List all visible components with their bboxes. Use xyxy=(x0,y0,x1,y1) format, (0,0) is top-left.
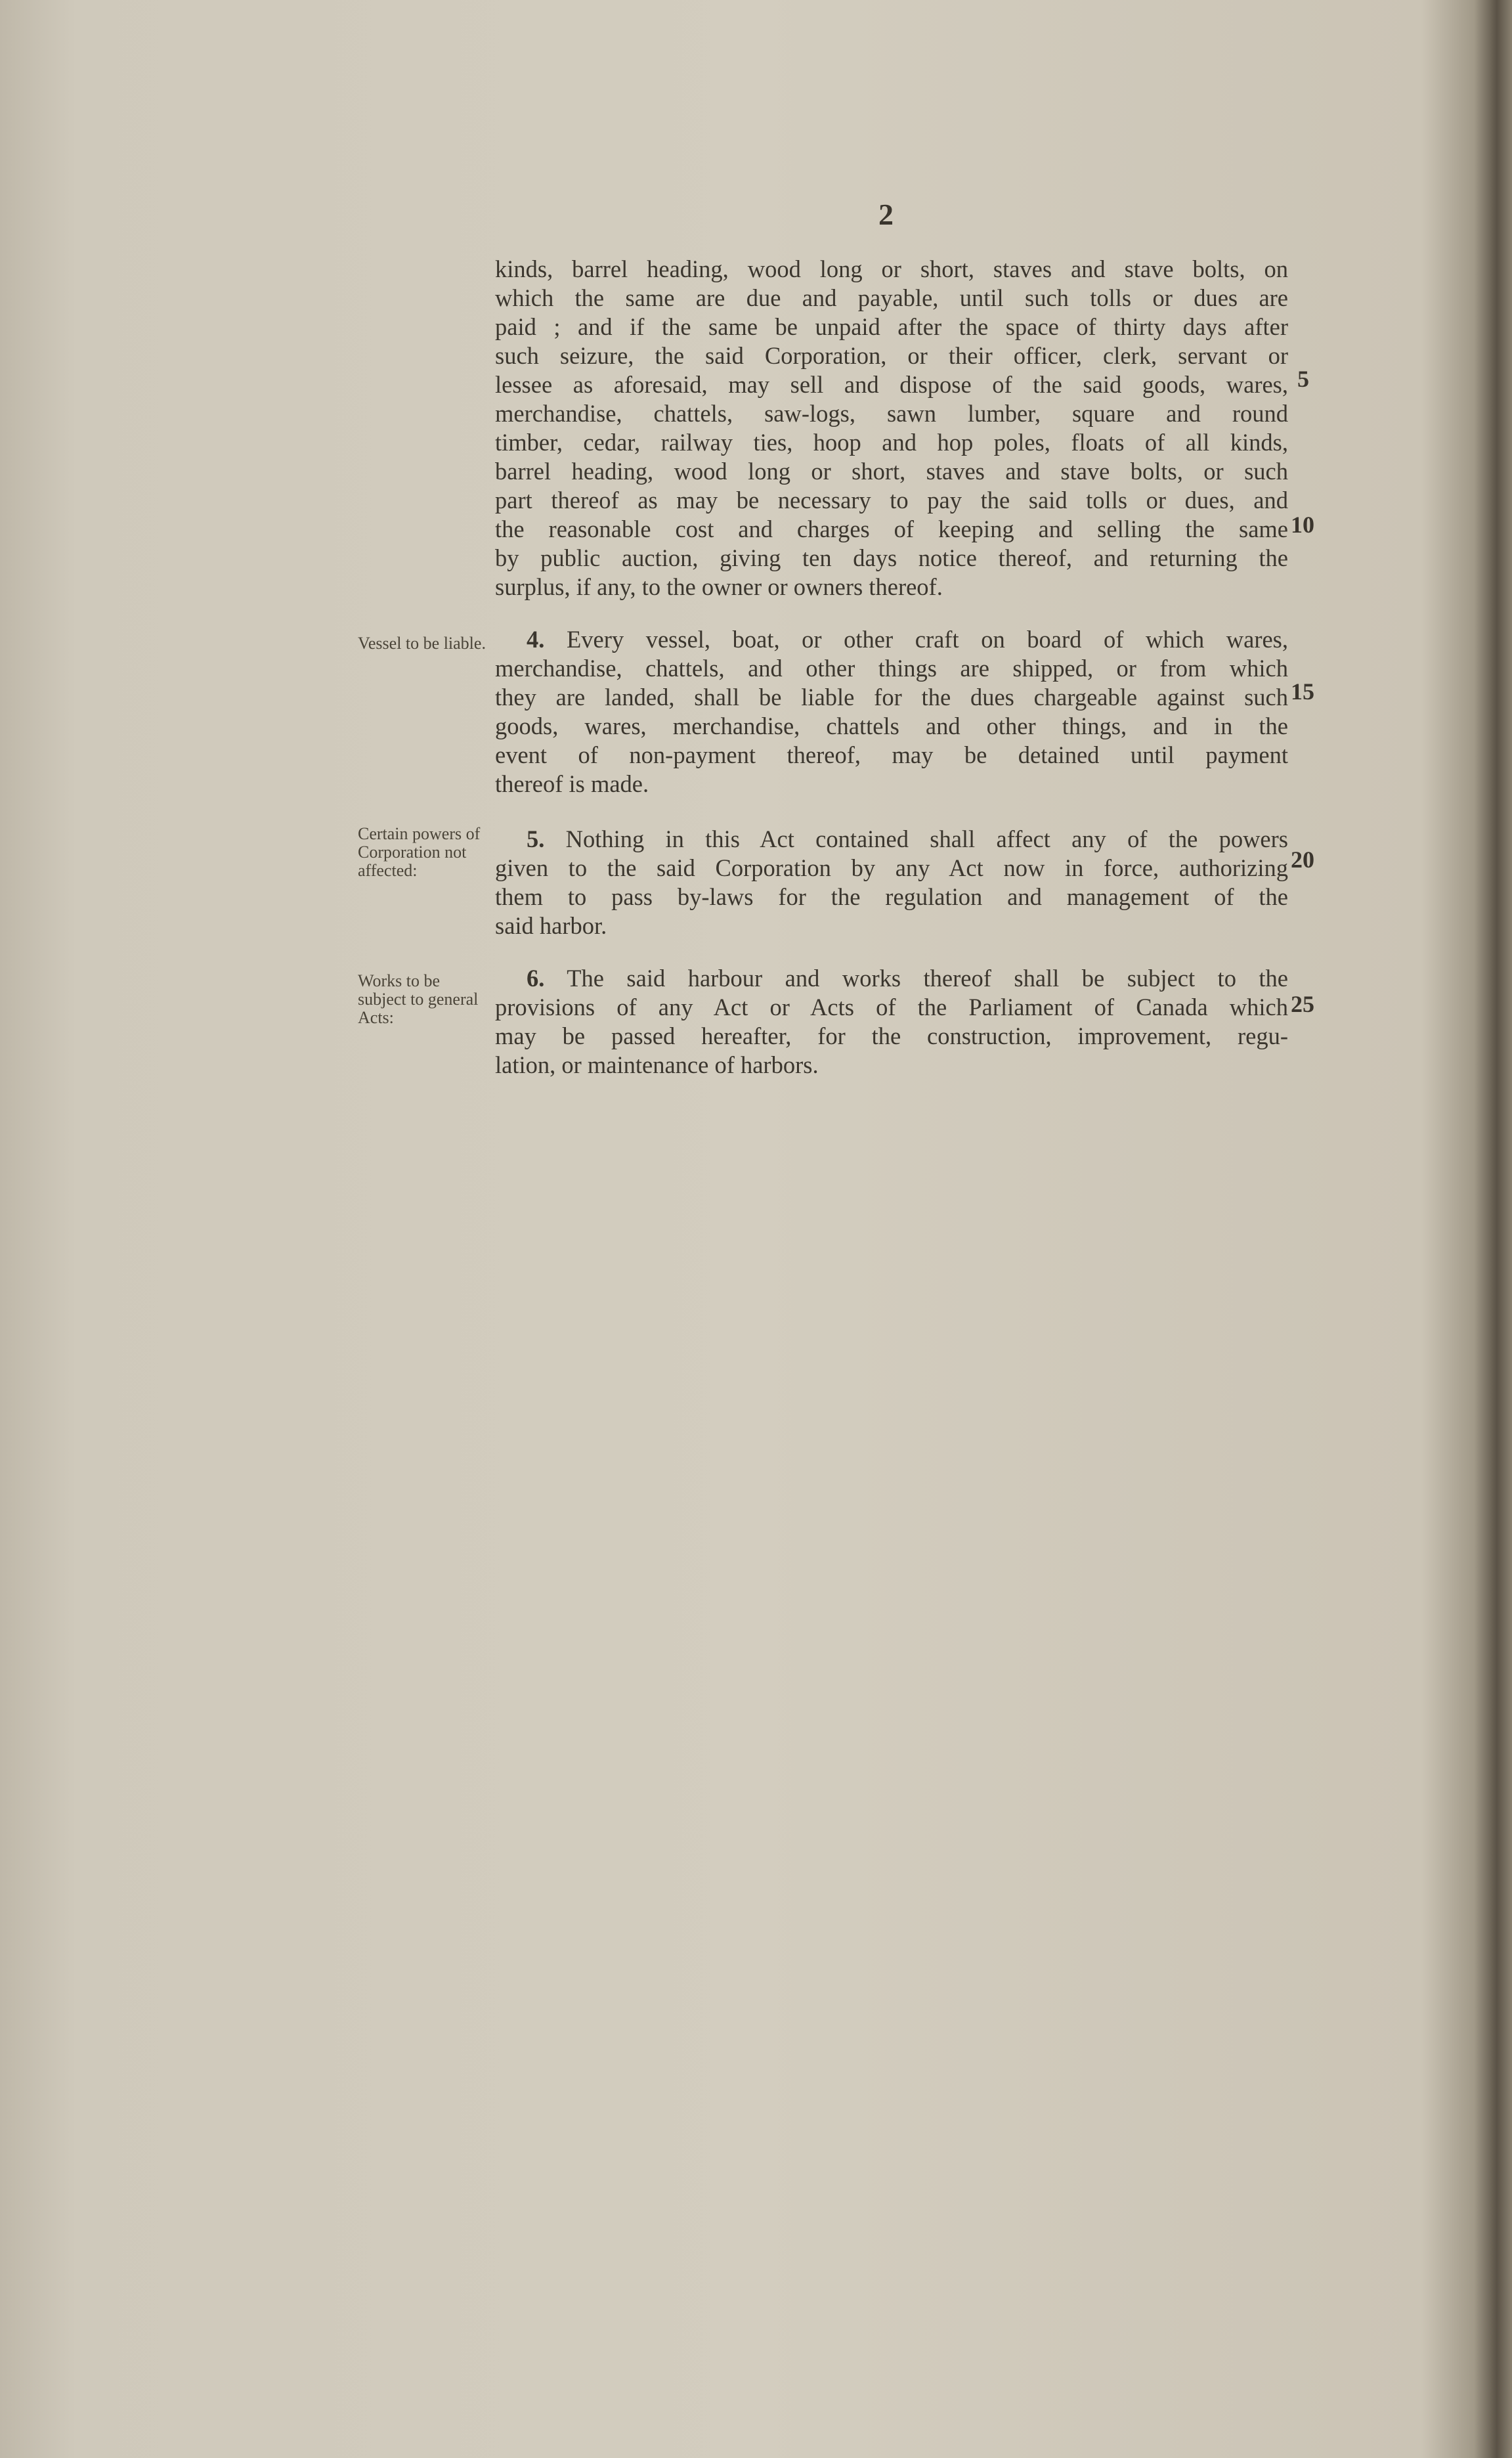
text-line: barrel heading, wood long or short, staves and stave bolts, or such xyxy=(495,458,1288,485)
text-line: goods, wares, merchandise, chattels and other things, and in the xyxy=(495,713,1288,739)
section-5-paragraph xyxy=(495,825,1288,940)
text-line: by public auction, giving ten days notice thereof, and returning the xyxy=(495,544,1288,571)
section-number: 4. xyxy=(527,626,545,653)
text-line: Every vessel, boat, or other craft on board of which wares, xyxy=(566,626,1288,653)
text-line: they are landed, shall be liable for the dues chargeable against such xyxy=(495,684,1288,711)
continuation-paragraph xyxy=(495,255,1288,602)
text-line: which the same are due and payable, until such tolls or dues are xyxy=(495,284,1288,311)
line-number: 10 xyxy=(1291,512,1314,538)
text-line: Nothing in this Act contained shall affect any of the powers xyxy=(565,825,1288,852)
text-line: merchandise, chattels, and other things are shipped, or from which xyxy=(495,655,1288,682)
line-number: 25 xyxy=(1291,991,1314,1017)
text-line: said harbor. xyxy=(495,912,607,939)
text-line: such seizure, the said Corporation, or their officer, clerk, servant or xyxy=(495,342,1288,369)
page-number: 2 xyxy=(878,198,894,231)
section-number: 5. xyxy=(527,825,545,852)
text-line: surplus, if any, to the owner or owners thereof. xyxy=(495,573,943,600)
text-line: thereof is made. xyxy=(495,770,649,797)
text-line: kinds, barrel heading, wood long or short, staves and stave bolts, on xyxy=(495,255,1288,282)
text-line: lation, or maintenance of harbors. xyxy=(495,1051,819,1078)
line-number: 5 xyxy=(1297,366,1309,392)
text-line: may be passed hereafter, for the construction, improvement, regu- xyxy=(495,1022,1288,1049)
margin-note-section-4: Vessel to be liable. xyxy=(358,634,486,653)
text-line: paid ; and if the same be unpaid after the space of thirty days after xyxy=(495,313,1288,340)
line-number: 20 xyxy=(1291,846,1314,873)
section-6-paragraph xyxy=(495,964,1288,1080)
margin-note-section-6: Works to be subject to general Acts: xyxy=(358,971,479,1027)
section-4-paragraph xyxy=(495,625,1288,799)
line-number: 15 xyxy=(1291,678,1314,705)
text-line: them to pass by-laws for the regulation and management of the xyxy=(495,883,1288,910)
text-line: lessee as aforesaid, may sell and dispose of the said goods, wares, xyxy=(495,371,1288,398)
text-line: given to the said Corporation by any Act now in force, authorizing xyxy=(495,854,1288,881)
margin-note-section-5: Certain powers of Corporation not affected: xyxy=(358,824,481,880)
text-line: timber, cedar, railway ties, hoop and hop poles, floats of all kinds, xyxy=(495,429,1288,456)
text-line: part thereof as may be necessary to pay the said tolls or dues, and xyxy=(495,487,1288,514)
text-line: the reasonable cost and charges of keeping and selling the same xyxy=(495,516,1288,542)
section-number: 6. xyxy=(527,965,545,992)
text-line: merchandise, chattels, saw-logs, sawn lumber, square and round xyxy=(495,400,1288,427)
text-line: event of non-payment thereof, may be detained until payment xyxy=(495,741,1288,768)
text-line: The said harbour and works thereof shall be subject to the xyxy=(567,965,1289,992)
text-line: provisions of any Act or Acts of the Parliament of Canada which xyxy=(495,994,1288,1021)
